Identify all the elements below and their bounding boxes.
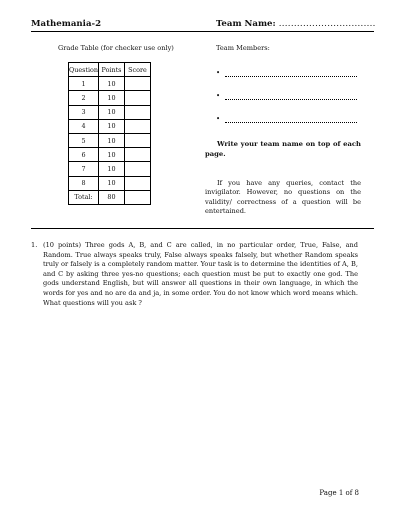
points-cell: 10 (99, 162, 125, 176)
points-cell: 10 (99, 176, 125, 190)
table-row (69, 176, 151, 190)
table-row (69, 133, 151, 147)
grade-table-header-row (69, 63, 151, 77)
table-row (69, 162, 151, 176)
column-header-question: Question (69, 63, 99, 77)
table-row (69, 148, 151, 162)
question-cell: 6 (69, 148, 99, 162)
team-members-caption: Team Members: (216, 44, 270, 52)
total-score-cell (125, 190, 151, 204)
team-name-label: Team Name: (216, 19, 276, 29)
question-text: (10 points) Three gods A, B, and C are called, in no particular order, True, False, and Random. True always speaks truly, False always speaks falsely, but whether Random speaks truly or falsely is a completely random matter. Your task is to determine the identities of A, B, and C by asking three yes-no questions; each question must be put to exactly one god. The gods understand English, but will answer all questions in their own language, in which the words for yes and no are da and ja, in some order. You do not know which word means which. What questions will you ask ? (43, 241, 358, 307)
table-row (69, 77, 151, 91)
exam-title: Mathemania-2 (31, 19, 102, 29)
question-cell: 8 (69, 176, 99, 190)
table-row (69, 91, 151, 105)
points-cell: 10 (99, 148, 125, 162)
points-cell: 10 (99, 105, 125, 119)
dotted-line (225, 69, 357, 77)
score-cell (125, 162, 151, 176)
score-cell (125, 133, 151, 147)
bullet: • (216, 69, 221, 77)
column-header-score: Score (125, 63, 151, 77)
section-rule (31, 228, 374, 229)
grade-table (68, 62, 151, 205)
grade-table-caption: Grade Table (for checker use only) (58, 44, 174, 52)
score-cell (125, 77, 151, 91)
score-cell (125, 119, 151, 133)
queries-note: If you have any queries, contact the invigilator. However, no questions on the validity/ correctness of a question will be entertained. (205, 179, 361, 216)
score-cell (125, 176, 151, 190)
question-cell: 7 (69, 162, 99, 176)
dotted-line (225, 92, 357, 100)
question-number: 1. (31, 241, 38, 249)
score-cell (125, 91, 151, 105)
dotted-line (225, 115, 357, 123)
bullet: • (216, 92, 221, 100)
team-member-line (216, 69, 357, 77)
total-points: 80 (99, 190, 125, 204)
team-member-line (216, 92, 357, 100)
score-cell (125, 105, 151, 119)
team-name-field (216, 19, 376, 29)
table-row (69, 119, 151, 133)
table-row (69, 105, 151, 119)
points-cell: 10 (99, 91, 125, 105)
total-row (69, 190, 151, 204)
score-cell (125, 148, 151, 162)
points-cell: 10 (99, 119, 125, 133)
question-1 (31, 241, 358, 308)
question-cell: 2 (69, 91, 99, 105)
total-label: Total: (69, 190, 99, 204)
bullet: • (216, 115, 221, 123)
question-cell: 5 (69, 133, 99, 147)
header-rule (31, 31, 374, 32)
write-team-name-note: Write your team name on top of each page. (205, 140, 361, 158)
points-cell: 10 (99, 133, 125, 147)
page-number: Page 1 of 8 (319, 489, 359, 497)
team-name-dots: ................................ (278, 19, 376, 29)
question-cell: 1 (69, 77, 99, 91)
column-header-points: Points (99, 63, 125, 77)
team-member-line (216, 115, 357, 123)
points-cell: 10 (99, 77, 125, 91)
question-cell: 3 (69, 105, 99, 119)
question-cell: 4 (69, 119, 99, 133)
